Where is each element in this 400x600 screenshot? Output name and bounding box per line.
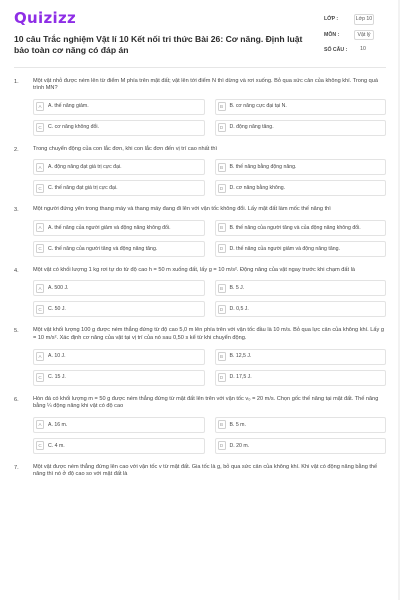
answer-options <box>33 349 386 386</box>
answer-option[interactable] <box>215 241 387 257</box>
meta-lop-label: LỚP : <box>324 16 339 22</box>
option-text: B. thế năng của người tăng và của động năng không đổi. <box>229 224 361 231</box>
meta-socau-value: 10 <box>360 46 366 52</box>
option-text: C. 15 J. <box>48 374 66 381</box>
answer-option[interactable] <box>33 349 205 365</box>
option-text: B. 12,5 J. <box>229 353 252 360</box>
option-letter-badge: C <box>36 123 44 132</box>
option-letter-badge: B <box>218 223 226 232</box>
header <box>14 10 386 59</box>
option-letter-badge: A <box>36 223 44 232</box>
question-text: Một vật có khối lượng 1 kg rơi tự do từ độ cao h = 50 m xuống đất, lấy g = 10 m/s². Động năng của vật ngay trước khi chạm đất là <box>33 266 355 273</box>
option-text: C. cơ năng không đổi. <box>48 124 99 131</box>
question-number: 1. <box>14 78 19 85</box>
option-text: C. thế năng đạt giá trị cực đại. <box>48 184 118 191</box>
answer-option[interactable] <box>33 280 205 296</box>
answer-options <box>33 220 386 257</box>
answer-option[interactable] <box>33 370 205 386</box>
answer-option[interactable] <box>215 438 387 454</box>
answer-option[interactable] <box>33 180 205 196</box>
question-number: 4. <box>14 267 19 274</box>
question-item <box>14 464 386 479</box>
option-text: A. thế năng giảm. <box>48 103 89 110</box>
option-text: A. động năng đạt giá trị cực đại. <box>48 163 122 170</box>
option-text: B. 5 m. <box>229 421 246 428</box>
question-item <box>14 396 386 454</box>
question-body <box>33 267 386 318</box>
option-letter-badge: B <box>218 420 226 429</box>
answer-option[interactable] <box>215 349 387 365</box>
option-letter-badge: C <box>36 441 44 450</box>
option-text: B. 5 J. <box>229 285 245 292</box>
question-text: Một vật được ném thẳng đứng lên cao với vận tốc v từ mặt đất. Gia tốc là g, bỏ qua sức cản của không khí. Khi vật có động năng bằng thế năng thì nó ở độ cao so với mặt đất là <box>33 463 378 478</box>
option-text: B. thế năng bằng động năng. <box>229 163 297 170</box>
option-letter-badge: D <box>218 305 226 314</box>
option-letter-badge: B <box>218 352 226 361</box>
answer-options <box>33 99 386 136</box>
question-text: Trong chuyển động của con lắc đơn, khi con lắc đơn đến vị trí cao nhất thì <box>33 145 218 152</box>
answer-option[interactable] <box>215 417 387 433</box>
option-text: A. thế năng của người giảm và động năng không đổi. <box>48 224 171 231</box>
option-text: D. 0,5 J. <box>229 306 249 313</box>
option-letter-badge: C <box>36 373 44 382</box>
option-text: A. 10 J. <box>48 353 66 360</box>
answer-options <box>33 159 386 196</box>
header-left <box>14 10 319 56</box>
answer-options <box>33 417 386 454</box>
question-body <box>33 146 386 197</box>
option-letter-badge: B <box>218 163 226 172</box>
answer-option[interactable] <box>33 438 205 454</box>
question-number: 6. <box>14 396 19 403</box>
option-letter-badge: A <box>36 284 44 293</box>
question-body <box>33 396 386 454</box>
answer-option[interactable] <box>33 417 205 433</box>
answer-option[interactable] <box>33 120 205 136</box>
meta-lop <box>324 14 386 25</box>
question-number: 2. <box>14 146 19 153</box>
option-text: C. thế năng của người tăng và động năng tăng. <box>48 245 158 252</box>
document-title: 10 câu Trắc nghiệm Vật lí 10 Kết nối tri thức Bài 26: Cơ năng. Định luật bảo toàn cơ năng có đáp án <box>14 34 303 55</box>
question-body <box>33 78 386 136</box>
option-text: D. thế năng của người giảm và động năng tăng. <box>229 245 340 252</box>
answer-option[interactable] <box>215 159 387 175</box>
meta-lop-value: Lớp 10 <box>354 14 374 25</box>
option-letter-badge: D <box>218 244 226 253</box>
meta-socau <box>324 45 386 54</box>
meta-mon-value: Vật lý <box>354 30 374 41</box>
question-item <box>14 206 386 257</box>
option-text: D. động năng tăng. <box>229 124 274 131</box>
option-letter-badge: A <box>36 102 44 111</box>
answer-option[interactable] <box>215 301 387 317</box>
question-number: 5. <box>14 328 19 335</box>
option-text: C. 50 J. <box>48 306 66 313</box>
question-text: Một vật khối lượng 100 g được ném thẳng đứng từ độ cao 5,0 m lên phía trên với vận tốc đầu là 10 m/s. Bỏ qua lực cản của không khí. Lấy g = 10 m/s². Xác định cơ năng của vật tại vị trí của nó sau 0,50 s kể từ khi chuyển động. <box>33 327 384 342</box>
answer-option[interactable] <box>33 220 205 236</box>
option-text: A. 16 m. <box>48 421 68 428</box>
option-text: A. 500 J. <box>48 285 69 292</box>
meta-panel <box>324 14 386 59</box>
option-letter-badge: D <box>218 123 226 132</box>
answer-option[interactable] <box>33 159 205 175</box>
answer-option[interactable] <box>215 220 387 236</box>
question-text: Một người đứng yên trong thang máy và thang máy đang đi lên với vận tốc không đổi. Lấy mặt đất làm mốc thế năng thì <box>33 206 331 213</box>
answer-option[interactable] <box>215 370 387 386</box>
answer-option[interactable] <box>33 301 205 317</box>
question-text: Hòn đá có khối lượng m = 50 g được ném thẳng đứng từ mặt đất lên trên với vận tốc v₀ = 20 m/s. Chọn gốc thế năng tại mặt đất. Thế năng bằng ¼ động năng khi vật có độ cao <box>33 395 379 410</box>
header-divider <box>14 67 386 68</box>
question-item <box>14 327 386 385</box>
answer-option[interactable] <box>215 280 387 296</box>
option-letter-badge: A <box>36 352 44 361</box>
question-number: 3. <box>14 207 19 214</box>
option-letter-badge: D <box>218 184 226 193</box>
question-body <box>33 327 386 385</box>
option-text: B. cơ năng cực đại tại N. <box>229 103 287 110</box>
option-letter-badge: C <box>36 244 44 253</box>
option-text: C. 4 m. <box>48 442 65 449</box>
option-letter-badge: D <box>218 441 226 450</box>
question-number: 7. <box>14 464 19 471</box>
question-list <box>14 78 386 480</box>
question-item <box>14 267 386 318</box>
option-text: D. 20 m. <box>229 442 250 449</box>
question-item <box>14 146 386 197</box>
option-letter-badge: A <box>36 163 44 172</box>
answer-option[interactable] <box>215 99 387 115</box>
meta-mon-label: MÔN : <box>324 31 340 38</box>
answer-option[interactable] <box>33 99 205 115</box>
option-letter-badge: B <box>218 284 226 293</box>
option-letter-badge: D <box>218 373 226 382</box>
answer-option[interactable] <box>215 180 387 196</box>
question-body <box>33 206 386 257</box>
option-letter-badge: A <box>36 420 44 429</box>
option-letter-badge: C <box>36 184 44 193</box>
option-letter-badge: C <box>36 305 44 314</box>
meta-mon <box>324 30 386 41</box>
question-body <box>33 464 386 479</box>
option-text: D. cơ năng bằng không. <box>229 184 286 191</box>
quizizz-logo[interactable]: Quizizz <box>14 9 77 27</box>
answer-option[interactable] <box>215 120 387 136</box>
answer-option[interactable] <box>33 241 205 257</box>
question-text: Một vật nhỏ được ném lên từ điểm M phía trên mặt đất; vật lên tới điểm N thì dừng và rơi xuống. Bỏ qua sức cản của không khí. Trong quá trình MN? <box>33 77 379 92</box>
option-text: D. 17,5 J. <box>229 374 252 381</box>
answer-options <box>33 280 386 317</box>
meta-socau-label: SỐ CÂU : <box>324 47 348 53</box>
option-letter-badge: B <box>218 102 226 111</box>
question-item <box>14 78 386 136</box>
